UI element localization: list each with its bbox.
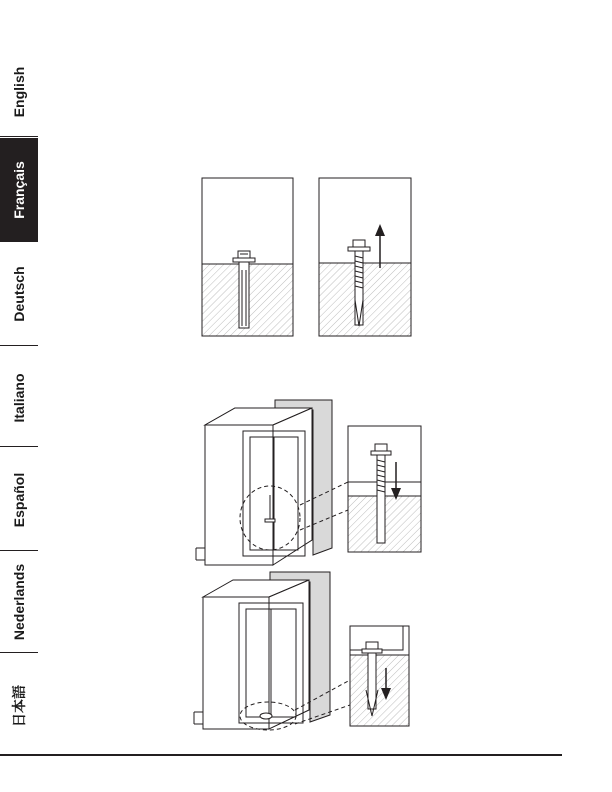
cabinet-icon	[196, 400, 348, 565]
arrow-down-icon	[391, 462, 401, 500]
arrow-up-icon	[375, 224, 385, 268]
tab-label: Français	[11, 161, 27, 219]
tab-label: Italiano	[11, 373, 27, 423]
panel-bolt-detail-final	[350, 626, 409, 726]
panel-bolt-detail-down	[348, 426, 421, 552]
tab-label: English	[11, 66, 27, 118]
tab-label: Deutsch	[11, 266, 27, 322]
panel-anchor-in-floor	[202, 178, 293, 336]
tab-label: Español	[11, 472, 27, 528]
tab-label: 日本語	[11, 685, 27, 727]
tab-label: Nederlands	[11, 563, 27, 641]
cabinet-icon	[194, 572, 350, 730]
panel-anchor-tighten	[319, 178, 411, 336]
bottom-rule	[0, 754, 562, 756]
